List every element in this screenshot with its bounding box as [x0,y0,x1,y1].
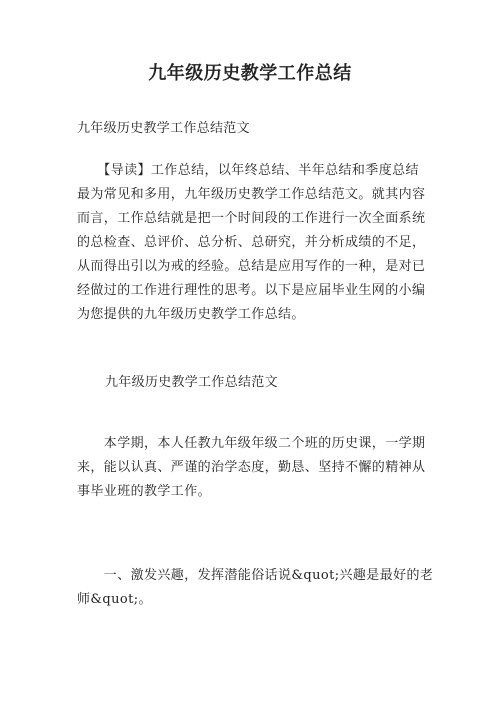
body-paragraph [77,432,427,504]
paragraph-line: 师&quot;。 [77,592,152,607]
paragraph-line: 最为常见和多用，九年级历史教学工作总结范文。就其内容 [77,187,426,202]
document-title: 九年级历史教学工作总结 [148,63,352,84]
paragraph-line: 从而得出引以为戒的经验。总结是应用写作的一种，是对已 [77,259,426,274]
paragraph-line: 【导读】工作总结，以年终总结、半年总结和季度总结 [77,163,419,178]
paragraph-line: 事毕业班的教学工作。 [77,484,212,499]
intro-paragraph [77,159,427,327]
paragraph-line: 本学期，本人任教九年级年级二个班的历史课，一学期 [77,436,426,451]
document-subtitle: 九年级历史教学工作总结范文 [77,121,250,136]
point-one-paragraph [77,564,434,612]
paragraph-line: 的总检查、总评价、总分析、总研究，并分析成绩的不足， [77,235,426,250]
paragraph-line: 而言，工作总结就是把一个时间段的工作进行一次全面系统 [77,211,426,226]
paragraph-line: 经做过的工作进行理性的思考。以下是应届毕业生网的小编 [77,283,426,298]
section-heading: 九年级历史教学工作总结范文 [105,375,278,390]
paragraph-line: 为您提供的九年级历史教学工作总结。 [77,307,305,322]
paragraph-line: 一、激发兴趣，发挥潜能俗话说&quot;兴趣是最好的老 [77,568,434,583]
paragraph-line: 来，能以认真、严谨的治学态度，勤恳、坚持不懈的精神从 [77,460,426,475]
